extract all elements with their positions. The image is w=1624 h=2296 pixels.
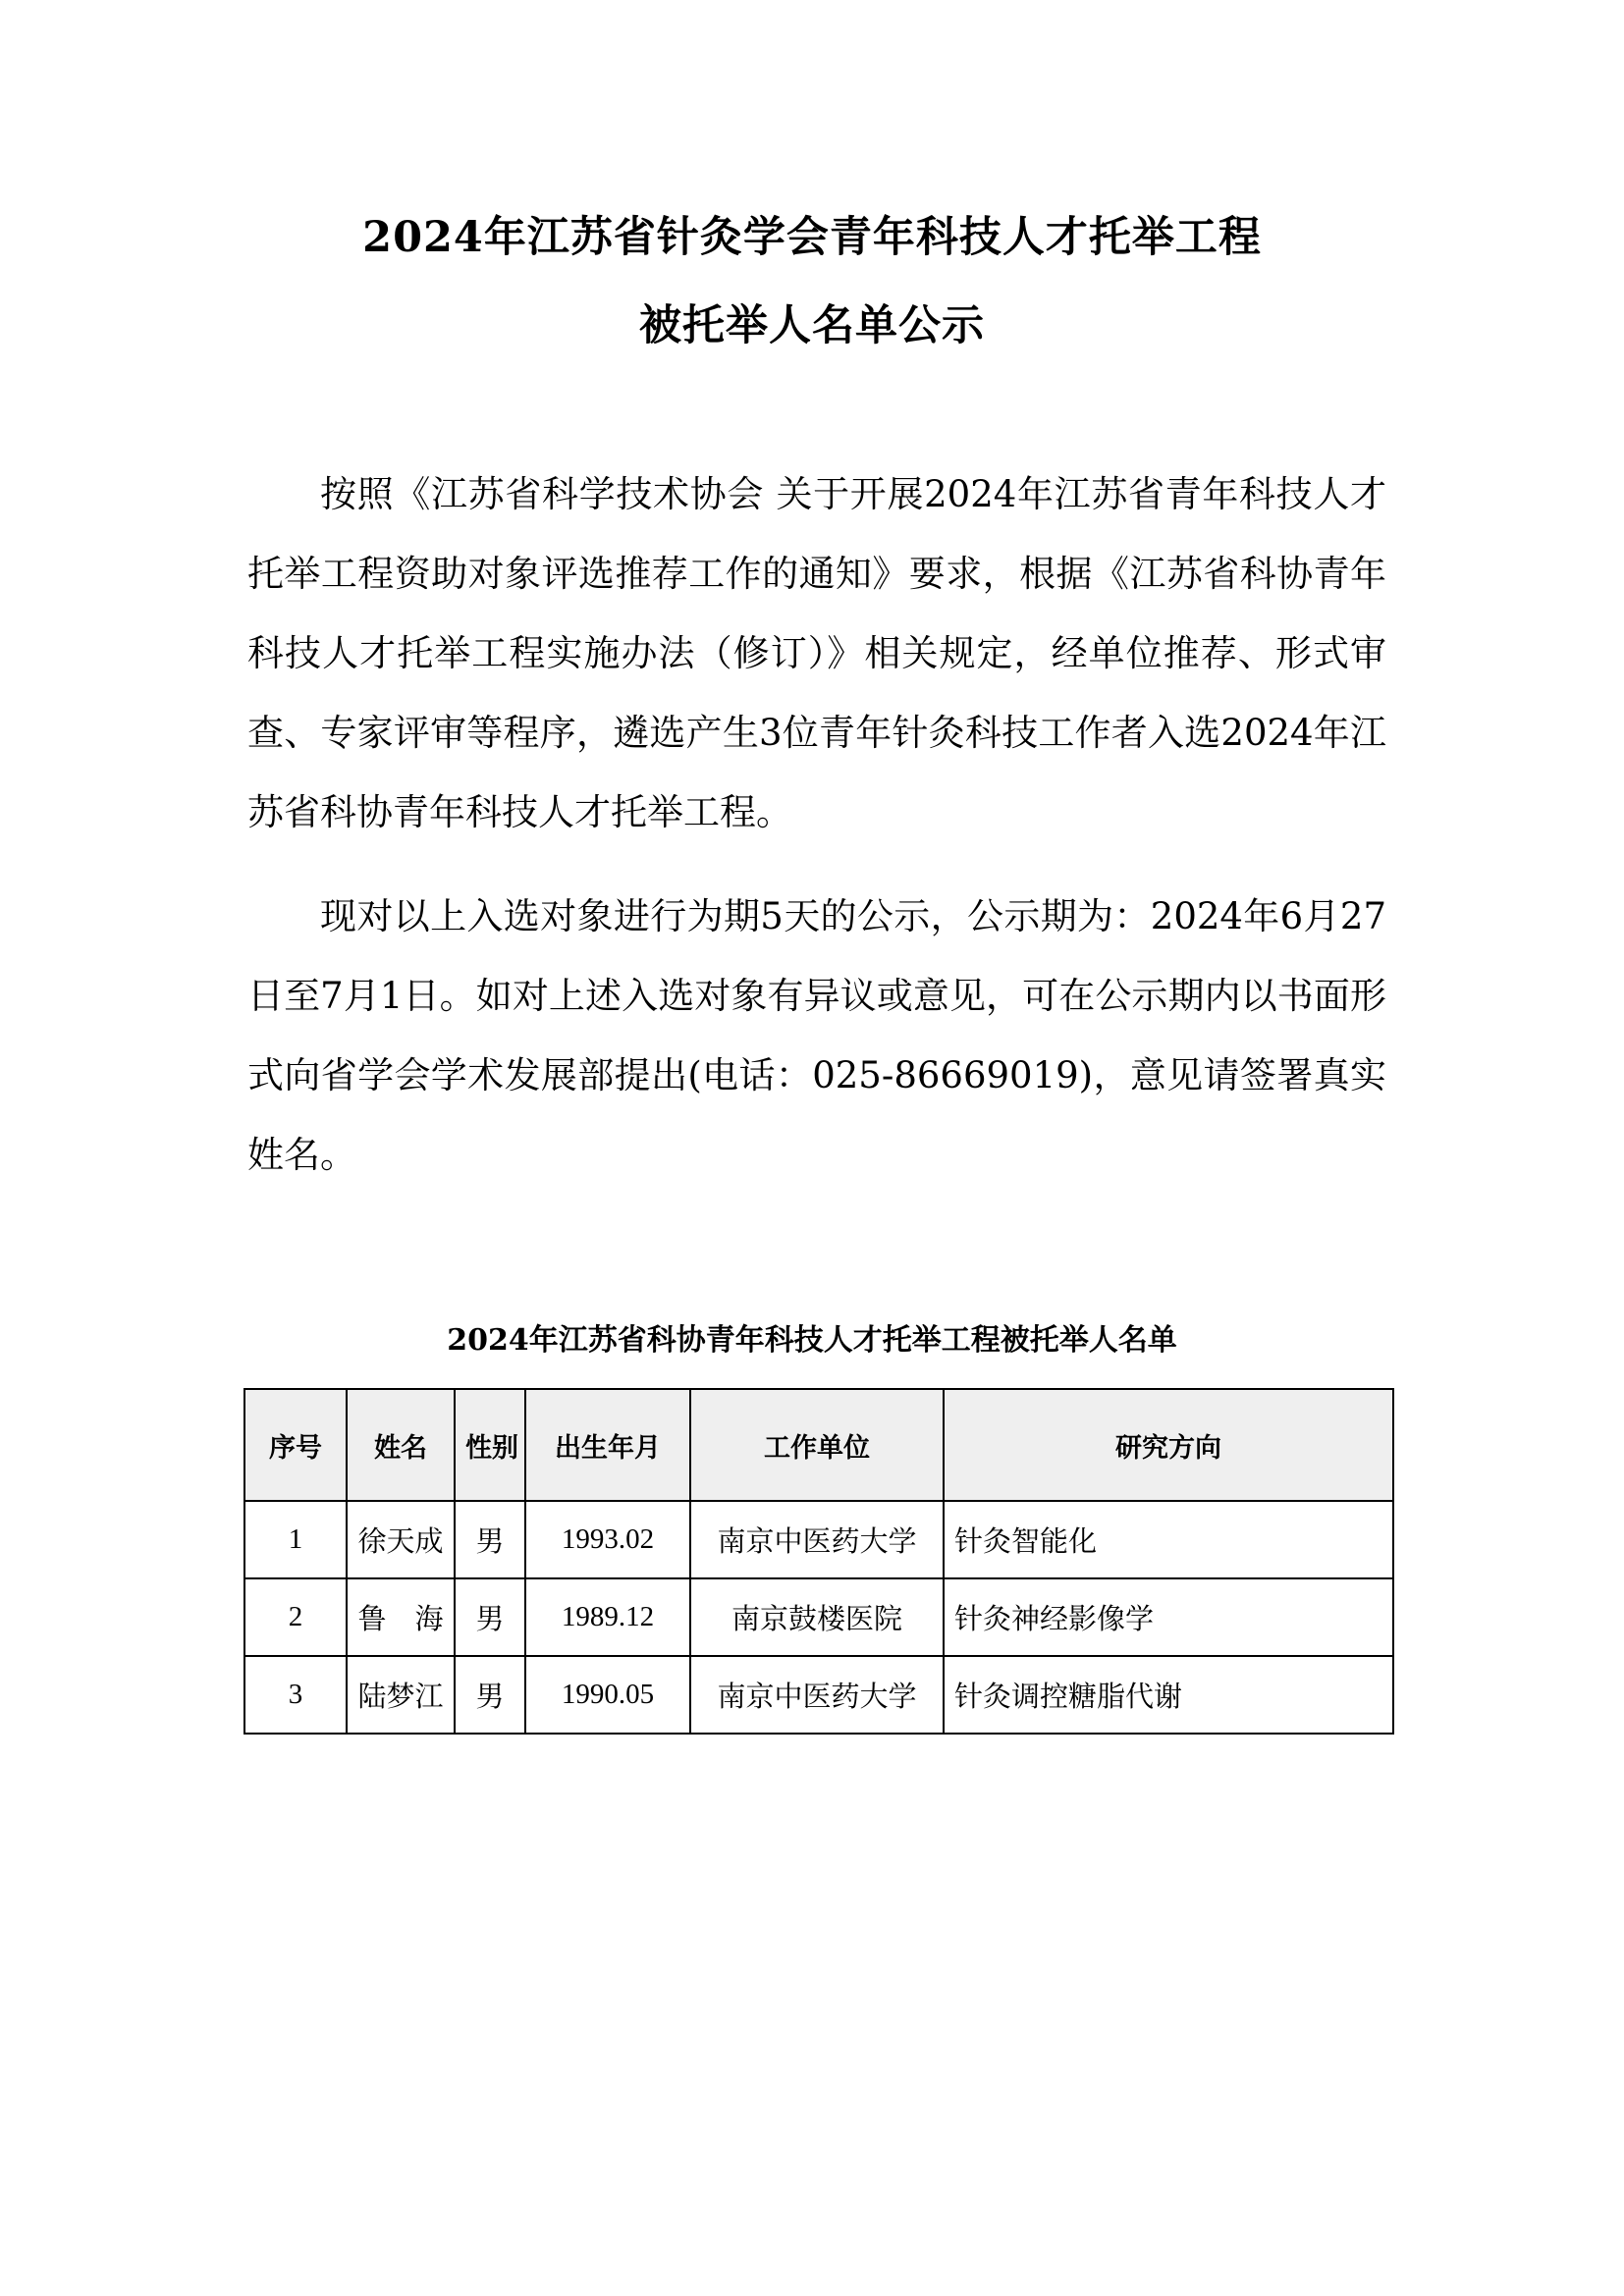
cell-research: 针灸神经影像学	[944, 1578, 1393, 1656]
header-birth: 出生年月	[525, 1389, 690, 1501]
cell-gender: 男	[455, 1501, 525, 1578]
cell-research: 针灸调控糖脂代谢	[944, 1656, 1393, 1734]
header-index: 序号	[244, 1389, 347, 1501]
cell-index: 1	[244, 1501, 347, 1578]
table-row	[244, 1656, 1393, 1734]
table-row	[244, 1578, 1393, 1656]
cell-unit: 南京中医药大学	[690, 1501, 944, 1578]
cell-unit: 南京鼓楼医院	[690, 1578, 944, 1656]
paragraph-notice	[247, 454, 1386, 852]
cell-birth: 1993.02	[525, 1501, 690, 1578]
cell-research: 针灸智能化	[944, 1501, 1393, 1578]
table-caption: 2024年江苏省科协青年科技人才托举工程被托举人名单	[447, 1323, 1177, 1358]
table-header-row	[244, 1389, 1393, 1501]
nominee-table	[244, 1388, 1394, 1735]
cell-birth: 1990.05	[525, 1656, 690, 1734]
header-gender: 性别	[455, 1389, 525, 1501]
cell-index: 3	[244, 1656, 347, 1734]
table-row	[244, 1501, 1393, 1578]
cell-name: 陆梦江	[347, 1656, 455, 1734]
header-name: 姓名	[347, 1389, 455, 1501]
header-research: 研究方向	[944, 1389, 1393, 1501]
cell-birth: 1989.12	[525, 1578, 690, 1656]
paragraph-2: 现对以上入选对象进行为期5天的公示，公示期为：2024年6月27日至7月1日。如对上述入选对象有异议或意见，可在公示期内以书面形式向省学会学术发展部提出(电话：025-86669019)，意见请签署真实姓名。	[247, 895, 1386, 1176]
paragraph-publicity	[247, 877, 1386, 1195]
cell-name: 鲁 海	[347, 1578, 455, 1656]
paragraph-1: 按照《江苏省科学技术协会 关于开展2024年江苏省青年科技人才托举工程资助对象评选推荐工作的通知》要求，根据《江苏省科协青年科技人才托举工程实施办法（修订）》相关规定，经单位推荐、形式审查、专家评审等程序，遴选产生3位青年针灸科技工作者入选2024年江苏省科协青年科技人才托举工程。	[247, 473, 1386, 833]
cell-unit: 南京中医药大学	[690, 1656, 944, 1734]
cell-name: 徐天成	[347, 1501, 455, 1578]
cell-gender: 男	[455, 1578, 525, 1656]
document-title-line1: 2024年江苏省针灸学会青年科技人才托举工程	[362, 213, 1262, 262]
header-unit: 工作单位	[690, 1389, 944, 1501]
document-title-line2: 被托举人名单公示	[639, 301, 985, 350]
cell-index: 2	[244, 1578, 347, 1656]
cell-gender: 男	[455, 1656, 525, 1734]
